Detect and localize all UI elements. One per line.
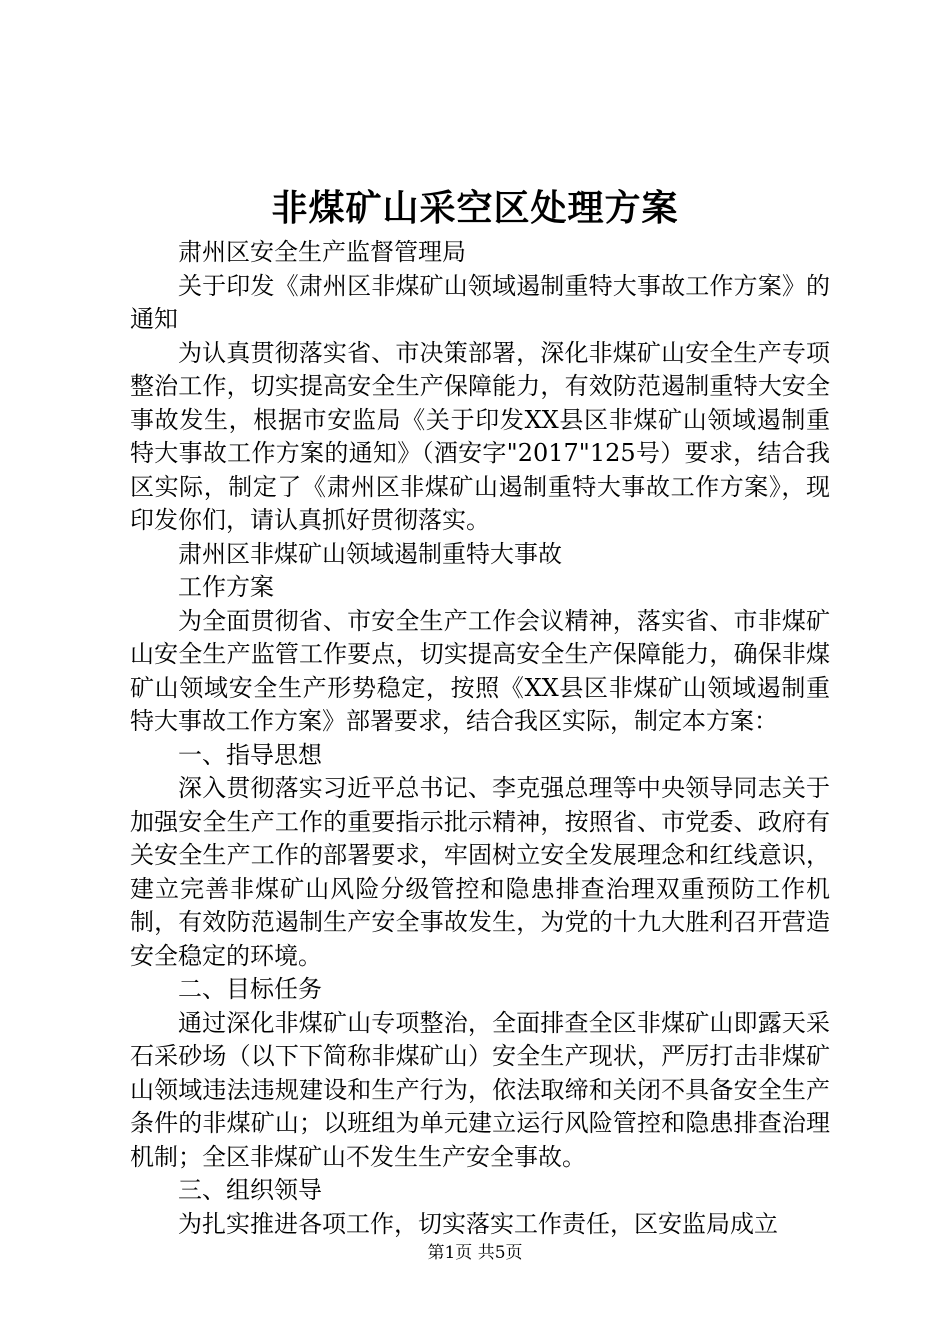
goals-paragraph: 通过深化非煤矿山专项整治，全面排查全区非煤矿山即露天采石采砂场（以下下简称非煤矿山）安全生产现状，严厉打击非煤矿山领域违法违规建设和生产行为，依法取缔和关闭不具备安全生产条件的非煤矿山；以班组为单元建立运行风险管控和隐患排查治理机制；全区非煤矿山不发生生产安全事故。	[130, 1008, 830, 1171]
page-number-footer: 第1页 共5页	[427, 1243, 523, 1263]
document-title: 非煤矿山采空区处理方案	[271, 187, 679, 229]
notice-body-paragraph: 为认真贯彻落实省、市决策部署，深化非煤矿山安全生产专项整治工作，切实提高安全生产保障能力，有效防范遏制重特大安全事故发生，根据市安监局《关于印发XX县区非煤矿山领域遏制重特大事故工作方案的通知》（酒安字"2017"125号）要求，结合我区实际，制定了《肃州区非煤矿山遏制重特大事故工作方案》，现印发你们，请认真抓好贯彻落实。	[130, 338, 830, 534]
organization-paragraph: 为扎实推进各项工作，切实落实工作责任，区安监局成立	[178, 1209, 778, 1238]
notice-title-paragraph: 关于印发《肃州区非煤矿山领域遏制重特大事故工作方案》的通知	[130, 271, 830, 333]
issuer-line: 肃州区安全生产监督管理局	[178, 238, 466, 266]
intro-paragraph: 为全面贯彻省、市安全生产工作会议精神，落实省、市非煤矿山安全生产监管工作要点，切实提高安全生产保障能力，确保非煤矿山领域安全生产形势稳定，按照《XX县区非煤矿山领域遏制重特大事故工作方案》部署要求，结合我区实际，制定本方案：	[130, 606, 830, 735]
section-heading-guiding-thought: 一、指导思想	[178, 740, 322, 769]
section-heading-goals: 二、目标任务	[178, 975, 322, 1003]
guiding-thought-paragraph: 深入贯彻落实习近平总书记、李克强总理等中央领导同志关于加强安全生产工作的重要指示批示精神，按照省、市党委、政府有关安全生产工作的部署要求，牢固树立安全发展理念和红线意识，建立完善非煤矿山风险分级管控和隐患排查治理双重预防工作机制，有效防范遏制生产安全事故发生，为党的十九大胜利召开营造安全稳定的环境。	[130, 774, 830, 970]
plan-title-line-1: 肃州区非煤矿山领域遏制重特大事故	[178, 539, 562, 568]
document-body	[130, 236, 830, 1241]
plan-title-line-2: 工作方案	[178, 573, 274, 601]
section-heading-organization: 三、组织领导	[178, 1176, 322, 1204]
